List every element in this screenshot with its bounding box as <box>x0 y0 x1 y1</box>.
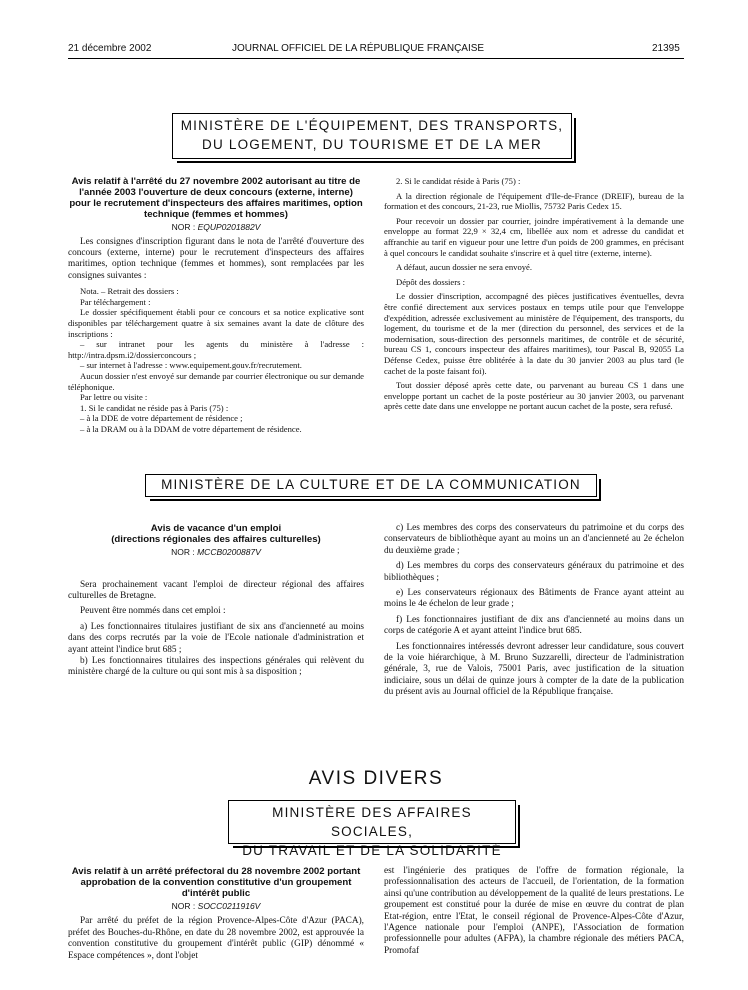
section2-right-column <box>384 523 684 699</box>
paragraph: Aucun dossier n'est envoyé sur demande par courrier électronique ou sur demande téléphonique. <box>68 370 364 392</box>
nor-code: EQUP0201882V <box>197 222 261 232</box>
ministry-box-affaires-sociales <box>228 800 516 858</box>
ministry-line-2: DU LOGEMENT, DU TOURISME ET DE LA MER <box>202 137 542 152</box>
paragraph: Sera prochainement vacant l'emploi de directeur régional des affaires culturelles de Bretagne. <box>68 579 364 601</box>
paragraph: Pour recevoir un dossier par courrier, joindre impérativement à la demande une enveloppe au format 22,9 × 32,4 cm, libellée aux nom et adresse du candidat et affranchie au tarif en vigueur pour une lettre d'un poids de 200 grammes, en précisant à quel concours le candidat souhaite s'inscrire et à quel titre (externe, interne). <box>384 215 684 258</box>
paragraph: Nota. – Retrait des dossiers : <box>80 286 179 297</box>
ministry-line: MINISTÈRE DE LA CULTURE ET DE LA COMMUNICATION <box>161 477 581 492</box>
paragraph: 2. Si le candidat réside à Paris (75) : <box>396 176 521 186</box>
paragraph: A la direction régionale de l'équipement d'Ile-de-France (DREIF), bureau de la formation et des concours, 21-23, rue Miollis, 75732 Paris Cedex 15. <box>384 190 684 212</box>
paragraph: e) Les conservateurs régionaux des Bâtiments de France ayant atteint au moins le 4e échelon de leur grade ; <box>384 588 684 610</box>
paragraph: b) Les fonctionnaires titulaires des inspections générales qui relèvent du ministère chargé de la culture ou qui sont mis à sa disposition ; <box>68 656 364 678</box>
paragraph: Par arrêté du préfet de la région Provence-Alpes-Côte d'Azur (PACA), préfet des Bouches-du-Rhône, en date du 28 novembre 2002, est approuvée la convention constitutive du groupement d'intérêt public (GIP) dénommé « Espace compétences », dont l'objet <box>68 916 364 961</box>
ministry-line-1: MINISTÈRE DES AFFAIRES SOCIALES, <box>272 805 472 839</box>
section3-left-column <box>68 866 364 962</box>
section1-title: Avis relatif à l'arrêté du 27 novembre 2002 autorisant au titre de l'année 2003 l'ouverture de deux concours (externe, interne) pour le recrutement d'inspecteurs des affaires maritimes, option technique (femmes et hommes) <box>69 176 363 220</box>
paragraph: f) Les fonctionnaires justifiant de dix ans d'ancienneté au moins dans un corps de catégorie A et ayant atteint l'indice brut 685. <box>384 614 684 637</box>
header-date: 21 décembre 2002 <box>68 43 152 54</box>
section2-title-line-2: (directions régionales des affaires culturelles) <box>111 534 321 545</box>
section3-right-column <box>384 866 684 957</box>
paragraph: Le dossier d'inscription, accompagné des pièces justificatives éventuelles, devra être confié directement aux services postaux en temps utile pour que l'enveloppe d'expédition, adressée exclusivement au ministère de l'équipement, des transports, du logement, du tourisme et de la mer (direction du personnel, des services et de la modernisation, sous-direction des personnels maritimes, de contrôle et de sécurité, bureau CS 1, concours inspecteur des affaires maritimes), tour Pascal B, 92055 La Défense Cedex, puisse être oblitérée à la date du 30 janvier 2003 au plus tard (le cachet de la poste faisant foi). <box>384 291 684 376</box>
journal-title: JOURNAL OFFICIEL DE LA RÉPUBLIQUE FRANÇAISE <box>232 43 485 54</box>
paragraph: – à la DRAM ou à la DDAM de votre département de résidence. <box>80 423 302 434</box>
section1-left-column <box>68 176 364 435</box>
section2-left-column <box>68 523 364 679</box>
ministry-line-1: MINISTÈRE DE L'ÉQUIPEMENT, DES TRANSPORTS, <box>180 118 564 133</box>
paragraph: 1. Si le candidat ne réside pas à Paris (75) : <box>80 402 229 413</box>
paragraph: A défaut, aucun dossier ne sera envoyé. <box>396 262 533 273</box>
section2-nor: NOR : MCCB0200887V <box>171 547 261 557</box>
paragraph: est l'ingénierie des pratiques de l'offre de formation régionale, la professionnalisation des acteurs de l'accueil, de l'orientation, de la formation ainsi qu'une contribution au développement de la qualité de leurs prestations. Le groupement est constitué pour la durée de mise en œuvre du contrat de plan Etat-région, entre l'Etat, le conseil régional de Provence-Alpes-Côte d'Azur, l'Agence nationale pour l'emploi (ANPE), l'Association de formation professionnelle pour adultes (AFPA), la chambre régionale des métiers PACA, Promofaf <box>384 866 684 956</box>
section1-nor: NOR : EQUP0201882V <box>171 222 261 232</box>
paragraph: Tout dossier déposé après cette date, ou parvenant au bureau CS 1 dans une enveloppe portant un cachet de la poste postérieur au 30 janvier 2003, ou parvenant après cette date dans une enveloppe ne portant aucun cachet de la poste, sera refusé. <box>384 380 684 412</box>
paragraph: Les fonctionnaires intéressés devront adresser leur candidature, sous couvert de la voie hiérarchique, à M. Bruno Suzzarelli, directeur de l'administration générale, 3, rue de Valois, 75001 Paris, avec justification de la situation indiciaire, sous un délai de quinze jours à compter de la date de la publication du présent avis au Journal officiel de la République française. <box>384 641 684 698</box>
section1-intro: Les consignes d'inscription figurant dans le nota de l'arrêté d'ouverture des concours (externe, interne) pour le recrutement d'inspecteurs des affaires maritimes, option technique (femmes et hommes), sont remplacées par les consignes suivantes : <box>68 236 364 281</box>
paragraph: a) Les fonctionnaires titulaires justifiant de six ans d'ancienneté au moins dans des corps recrutés par la voie de l'Ecole nationale d'administration et ayant atteint l'indice brut 685 ; <box>68 621 364 655</box>
header-rule <box>68 58 684 59</box>
paragraph: c) Les membres des corps des conservateurs du patrimoine et du corps des conservateurs de bibliothèque ayant au moins un an d'ancienneté au 2e échelon du deuxième grade ; <box>384 523 684 556</box>
section2-title-line-1: Avis de vacance d'un emploi <box>150 523 282 534</box>
section3-nor: NOR : SOCC0211916V <box>171 901 261 911</box>
paragraph: – à la DDE de votre département de résidence ; <box>80 413 243 424</box>
ministry-line-2: DU TRAVAIL ET DE LA SOLIDARITÉ <box>242 843 502 858</box>
paragraph: Peuvent être nommés dans cet emploi : <box>80 606 226 617</box>
section3-title: Avis relatif à un arrêté préfectoral du 28 novembre 2002 portant approbation de la convention constitutive d'un groupement d'intérêt public <box>71 866 361 899</box>
paragraph: d) Les membres du corps des conservateurs généraux du patrimoine et des bibliothèques ; <box>384 561 684 583</box>
paragraph: Dépôt des dossiers : <box>396 276 465 287</box>
paragraph: Par téléchargement : <box>80 296 151 307</box>
ministry-box-culture <box>145 474 597 497</box>
nor-code: SOCC0211916V <box>197 901 261 911</box>
page-number: 21395 <box>652 43 680 54</box>
paragraph: – sur internet à l'adresse : www.equipement.gouv.fr/recrutement. <box>80 360 302 371</box>
paragraph: – sur intranet pour les agents du ministère à l'adresse : http://intra.dpsm.i2/dossierconcours ; <box>68 339 364 360</box>
paragraph: Le dossier spécifiquement établi pour ce concours et sa notice explicative sont disponibles par téléchargement quatre à six semaines avant la date de clôture des inscriptions : <box>68 307 364 339</box>
ministry-box-equipement <box>172 113 572 159</box>
avis-divers-heading: AVIS DIVERS <box>308 768 444 789</box>
paragraph: Par lettre ou visite : <box>80 392 148 403</box>
section1-right-column <box>384 176 684 412</box>
nor-code: MCCB0200887V <box>197 547 261 557</box>
